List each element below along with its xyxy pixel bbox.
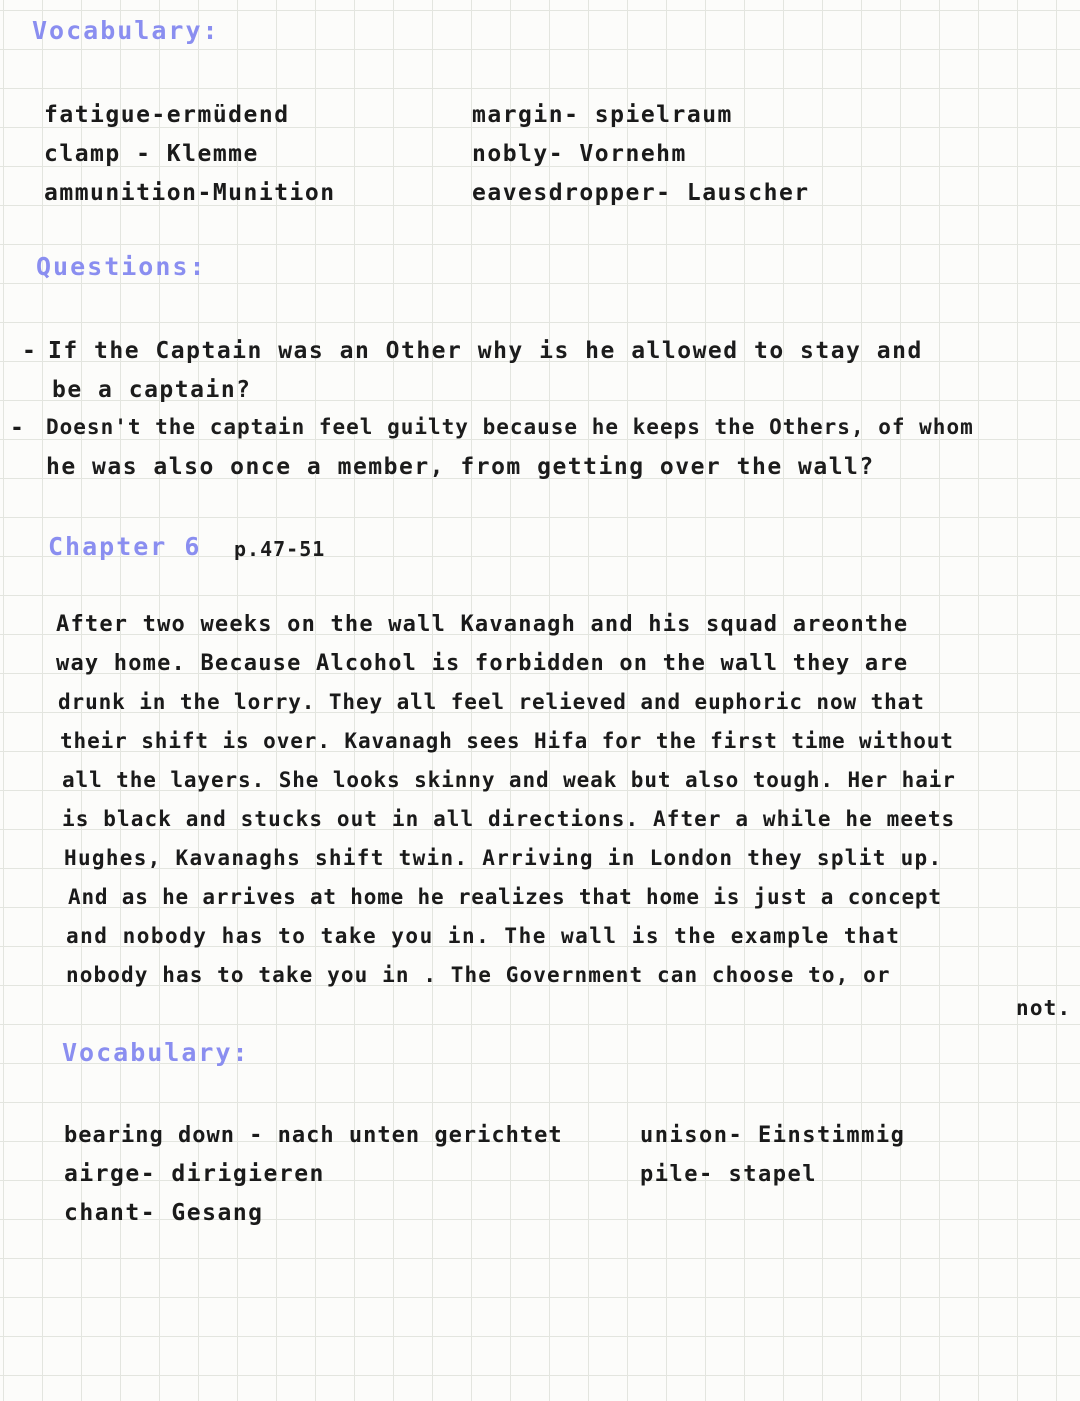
vocab2-left-list — [64, 1116, 563, 1233]
summary-line: And as he arrives at home he realizes that home is just a concept — [68, 885, 942, 909]
vocab-item: nobly- Vornehm — [472, 141, 687, 167]
vocab-item: pile- stapel — [640, 1162, 817, 1187]
vocab1-right-list — [472, 96, 810, 213]
bullet-dash: - — [10, 415, 24, 441]
chapter-heading: Chapter 6 — [48, 532, 202, 561]
question-1-line-2: be a captain? — [52, 377, 252, 403]
vocab-item: bearing down - nach unten gerichtet — [64, 1123, 563, 1148]
chapter-pages: p.47-51 — [234, 537, 326, 561]
vocab-item: fatigue-ermüdend — [44, 102, 290, 128]
vocab-item: margin- spielraum — [472, 102, 733, 128]
summary-line: and nobody has to take you in. The wall is the example that — [66, 924, 901, 948]
vocab-item: ammunition-Munition — [44, 180, 336, 206]
summary-line: all the layers. She looks skinny and weak but also tough. Her hair — [62, 768, 956, 792]
question-2-line-2: he was also once a member, from getting over the wall? — [46, 454, 875, 480]
summary-line: their shift is over. Kavanagh sees Hifa for the first time without — [60, 729, 954, 753]
vocab2-right-list — [640, 1116, 905, 1194]
question-1-line-1: If the Captain was an Other why is he allowed to stay and — [48, 338, 923, 364]
summary-last-word: not. — [1016, 996, 1072, 1020]
bullet-dash: - — [22, 338, 36, 364]
summary-line: Hughes, Kavanaghs shift twin. Arriving in London they split up. — [64, 846, 943, 870]
vocab-item: chant- Gesang — [64, 1200, 264, 1226]
vocab-item: eavesdropper- Lauscher — [472, 180, 810, 206]
question-2-line-1: Doesn't the captain feel guilty because he keeps the Others, of whom — [46, 415, 974, 439]
summary-line: drunk in the lorry. They all feel relieved and euphoric now that — [58, 690, 925, 714]
vocabulary-heading-1: Vocabulary: — [32, 16, 220, 45]
questions-heading: Questions: — [36, 252, 207, 281]
vocab-item: airge- dirigieren — [64, 1161, 325, 1187]
summary-line: way home. Because Alcohol is forbidden on the wall they are — [56, 651, 909, 676]
vocab-item: unison- Einstimmig — [640, 1123, 906, 1148]
summary-line: nobody has to take you in . The Government can choose to, or — [66, 963, 891, 987]
vocab1-left-list — [44, 96, 336, 213]
vocab-item: clamp - Klemme — [44, 141, 259, 167]
summary-line: is black and stucks out in all directions. After a while he meets — [62, 807, 956, 831]
summary-line: After two weeks on the wall Kavanagh and his squad areonthe — [56, 612, 909, 637]
vocabulary-heading-2: Vocabulary: — [62, 1038, 250, 1067]
